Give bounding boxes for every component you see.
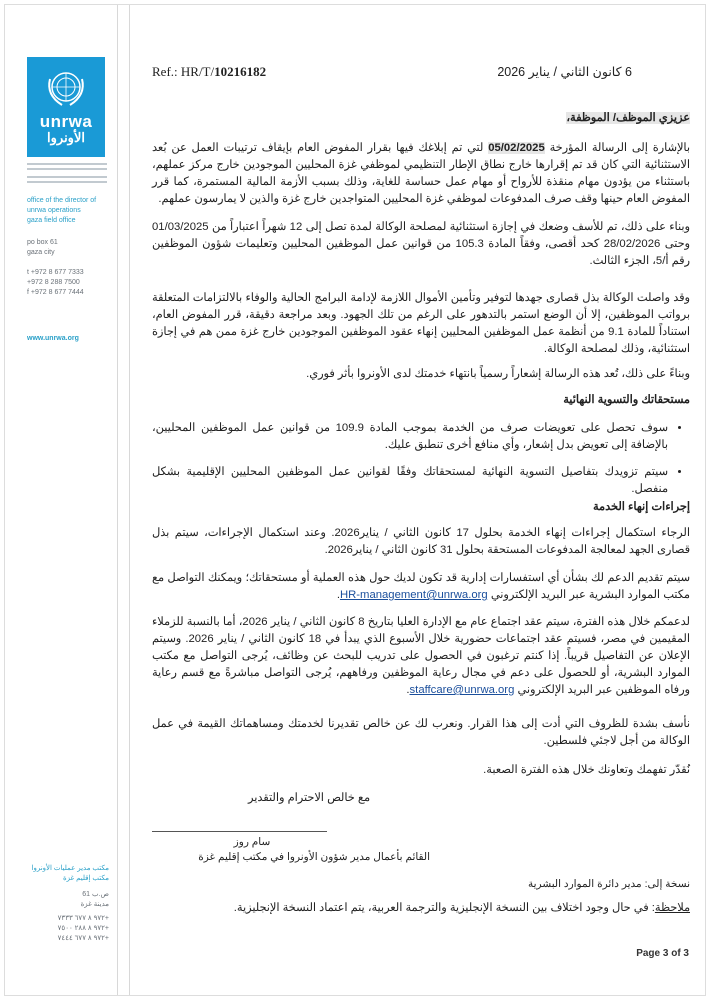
phones-ar: +٩٧٢ ٨ ٦٧٧ ٧٣٣٣ +٩٧٢ ٨ ٢٨٨ ٧٥٠٠ +٩٧٢ ٨ ٦٧٧ ٧٤٤٤ [57, 915, 109, 942]
reference-number: Ref.: HR/T/10216182 [152, 64, 267, 79]
paragraph-2: وبناء على ذلك، تم للأسف وضعك في إجازة استثنائية لمصلحة الوكالة لمدة تصل إلى 12 شهراً اعتباراً من 01/03/2025 وحتى 28/02/2026 كحد أقصى، وفقاً المادة 105.3 من قوانين عمل الموظفين المحليين وتعليمات شؤون الموظفين رقم أ/5، الجزء الثالث. [152, 221, 691, 267]
greeting: عزيزي الموظف/ الموظفة، [566, 112, 690, 124]
staffcare-email-link[interactable]: staffcare@unrwa.org [409, 684, 515, 696]
paragraph-4: وبناءً على ذلك، تُعد هذه الرسالة إشعاراً رسمياً بانتهاء خدمتك لدى الأونروا بأثر فوري. [306, 368, 690, 380]
paragraph-8: نأسف بشدة للظروف التي أدت إلى هذا القرار. ونعرب لك عن خالص تقديرنا لخدمتك ومساهماتك القيمة في عمل الوكالة من أجل لاجئي فلسطين. [152, 718, 690, 747]
hr-email-link[interactable]: HR-management@unrwa.org [339, 589, 488, 601]
heading-entitlements: مستحقاتك والتسوية النهائية [563, 394, 690, 406]
tagline-decoration [27, 163, 107, 165]
letter-date: 6 كانون الثاني / يناير 2026 [497, 65, 632, 79]
paragraph-7: لدعمكم خلال هذه الفترة، سيتم عقد اجتماع عام مع الإدارة العليا بتاريخ 8 كانون الثاني / يناير 2026، أما بالنسبة للزملاء المقيمين في مصر، فسيتم عقد اجتماعات حضورية خلال الأسبوع الذي يبدأ في 18 كانون الثاني / يناير 2026. وسيتم الإعلان عن التفاصيل قريباً. إذا كنتم ترغبون في الحصول على تدريب للبحث عن وظائف، يُرجى التواصل مع مكتب الموارد البشرية، أو للحصول على دعم في مجال رعاية الموظفين ورفاههم، يُرجى التواصل مباشرةً مع قسم رعاية ورفاه الموظفين عبر البريد الإلكتروني staffcare@unrwa.org. [152, 616, 691, 696]
divider [129, 5, 130, 995]
un-emblem-icon [44, 65, 88, 109]
address-ar: ص.ب 61 مدينة غزة [80, 891, 109, 908]
address-en: po box 61 gaza city [27, 239, 58, 256]
list-item: • سيتم تزويدك بتفاصيل التسوية النهائية لمستحقاتك وفقًا لقوانين عمل الموظفين المحليين الإقليمية بشكل منفصل. [152, 464, 668, 498]
paragraph-1: بالإشارة إلى الرسالة المؤرخة 05/02/2025 لتي تم إبلاغك فيها بقرار المفوض العام بإيقاف ترتيبات العمل عن بُعد الاستثنائية التي كان قد تم إقرارها خارج نطاق الإطار التنظيمي لموظفي غزة المحليين الموجودين خارج مركز عملهم، باستثناء من يؤدون مهام منقذة للأرواح أو مهام عمل حساسة للغاية، وذلك بسبب الأزمة المالية المستمرة، كما قرر المفوض العام حينها وقف صرف المدفوعات لموظفي غزة المحليين المتواجدين خارج غزة والذين لا يمارسون عملهم. [152, 142, 690, 205]
page-number: Page 3 of 3 [636, 948, 689, 959]
translation-note: ملاحظة: في حال وجود اختلاف بين النسخة الإنجليزية والترجمة العربية، يتم اعتماد النسخة الإنجليزية. [233, 902, 690, 914]
tagline-decoration [27, 168, 107, 170]
cc-line: نسخة إلى: مدير دائرة الموارد البشرية [527, 878, 690, 890]
tagline-decoration [27, 181, 107, 183]
paragraph-9: نُقدّر تفهمك وتعاونك خلال هذه الفترة الصعبة. [483, 764, 690, 776]
tagline-decoration [27, 176, 107, 178]
closing: مع خالص الاحترام والتقدير [248, 792, 370, 804]
paragraph-3: وقد واصلت الوكالة بذل قصارى جهدها لتوفير وتأمين الأموال اللازمة لإدامة البرامج الحالية والوفاء بالالتزامات المتعلقة برواتب الموظفين، إلا أن الوضع استمر بالتدهور على الرغم من تلك الجهود. وبعد مراجعة دقيقة، قرر المفوض العام، استناداً للمادة 9.1 من أنظمة عمل الموظفين المحليين إنهاء عقود الموظفين الموجودين خارج غزة ممن هم في إجازة استثنائية، وذلك لمصلحة الوكالة. [152, 292, 690, 355]
unrwa-logo: unrwa الأونروا [27, 57, 105, 157]
heading-separation-procedures: إجراءات إنهاء الخدمة [592, 501, 690, 513]
bullet-list [152, 420, 690, 508]
signer-title: القائم بأعمال مدير شؤون الأونروا في مكتب إقليم غزة [198, 851, 430, 863]
phones-en: t +972 8 677 7333 +972 8 288 7500 f +972 8 677 7444 [27, 269, 84, 296]
paragraph-6: سيتم تقديم الدعم لك بشأن أي استفسارات إدارية قد تكون لديك حول هذه العملية أو مستحقاتك؛ ويمكنك التواصل مع مكتب الموارد البشرية عبر البريد الإلكتروني HR-management@unrwa.org. [152, 572, 690, 601]
office-en: office of the director of unrwa operations gaza field office [27, 197, 97, 224]
office-ar: مكتب مدير عمليات الأونروا مكتب إقليم غزة [31, 865, 109, 882]
signature-line [152, 831, 327, 832]
divider [117, 5, 118, 995]
signer-name: سام روز [233, 836, 271, 848]
list-item: • سوف تحصل على تعويضات صرف من الخدمة بموجب المادة 109.9 من قوانين عمل الموظفين المحليين، بالإضافة إلى تعويض بدل إشعار، وأي منافع أخرى تنطبق عليك. [152, 420, 668, 454]
paragraph-5: الرجاء استكمال إجراءات إنهاء الخدمة بحلول 17 كانون الثاني / يناير2026. وعند استكمال الإجراءات، سيتم بذل قصارى الجهد لمعالجة المدفوعات المستحقة بحلول 31 كانون الثاني / يناير2026. [152, 527, 690, 556]
website-link[interactable]: www.unrwa.org [27, 335, 79, 342]
